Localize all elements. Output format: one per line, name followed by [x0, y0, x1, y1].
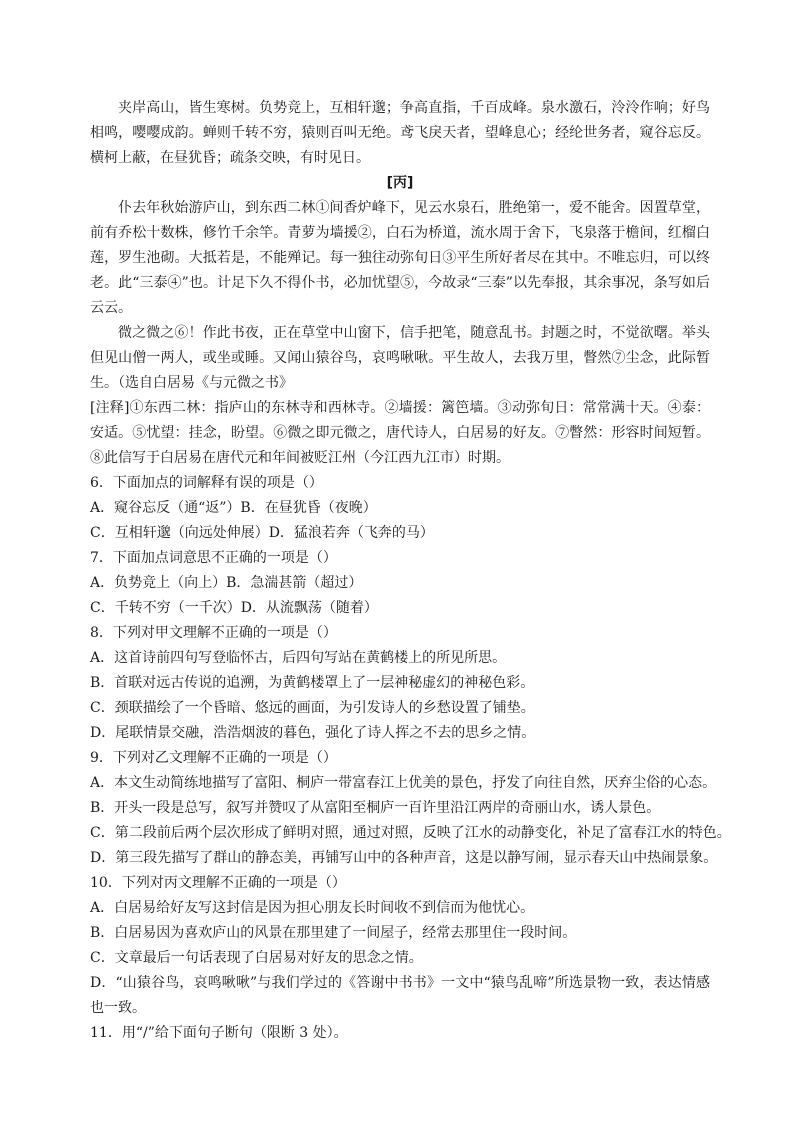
- question-stem: 8．下列对甲文理解不正确的一项是（）: [90, 625, 337, 641]
- question-option-a: A．本文生动简练地描写了富阳、桐庐一带富春江上优美的景色，抒发了向往自然，厌弃尘俗的心态。: [90, 775, 717, 791]
- question-option-c: C．文章最后一句话表现了白居易对好友的思念之情。: [90, 950, 423, 966]
- question-option-a: A．这首诗前四句写登临怀古，后四句写站在黄鹤楼上的所见所思。: [90, 650, 507, 666]
- question-option-b: B．开头一段是总写，叙写并赞叹了从富阳至桐庐一百许里沿江两岸的奇丽山水，诱人景色。: [90, 800, 661, 816]
- question-8: [90, 621, 710, 746]
- question-stem: 9．下列对乙文理解不正确的一项是（）: [90, 750, 337, 766]
- question-7: [90, 546, 710, 621]
- annotations: [注释]①东西二林：指庐山的东林寺和西林寺。②墙援：篱笆墙。③动弥旬日：常常满十天。④泰：安适。⑤忧望：挂念，盼望。⑥微之即元微之，唐代诗人，白居易的好友。⑦瞥然：形容时间短暂。⑧此信写于白居易在唐代元和年间被贬江州（今江西九江市）时期。: [90, 400, 710, 466]
- question-option-d: D．第三段先描写了群山的静态美，再铺写山中的各种声音，这是以静写闹，显示春天山中热闹景象。: [90, 850, 718, 866]
- passage-yi-tail: 夹岸高山，皆生寒树。负势竞上，互相轩邈；争高直指，千百成峰。泉水激石，泠泠作响；好鸟相鸣，嘤嘤成韵。蝉则千转不穷，猿则百叫无绝。鸢飞戾天者，望峰息心；经纶世务者，窥谷忘反。横柯上蔽，在昼犹昏；疏条交映，有时见日。: [90, 100, 710, 166]
- question-stem: 11．用“/”给下面句子断句（限断 3 处）。: [90, 1025, 348, 1041]
- question-options-ab: A．负势竞上（向上）B．急湍甚箭（超过）: [90, 575, 363, 591]
- question-stem: 6．下面加点的词解释有误的项是（）: [90, 475, 323, 491]
- passage-bing-para-1: 仆去年秋始游庐山，到东西二林①间香炉峰下，见云水泉石，胜绝第一，爱不能舍。因置草堂，前有乔松十数株，修竹千余竿。青萝为墙援②，白石为桥道，流水周于舍下，飞泉落于檐间，红榴白莲，罗生池砌。大抵若是，不能殚记。每一独往动弥旬日③平生所好者尽在其中。不唯忘归，可以终老。此“三泰④”也。计足下久不得仆书，必加忧望⑤，今故录“三泰”以先奉报，其余事况，条写如后云云。: [90, 200, 710, 316]
- passage-bing-heading: [丙]: [386, 175, 414, 191]
- question-option-d: D．“山猿谷鸟，哀鸣啾啾”与我们学过的《答谢中书书》一文中“猿鸟乱啼”所选景物一致，表达情感也一致。: [90, 975, 710, 1016]
- question-options-cd: C．互相轩邈（向远处伸展）D．猛浪若奔（飞奔的马）: [90, 525, 434, 541]
- question-option-d: D．尾联情景交融，浩浩烟波的暮色，强化了诗人挥之不去的思乡之情。: [90, 725, 536, 741]
- question-option-c: C．第二段前后两个层次形成了鲜明对照，通过对照，反映了江水的动静变化，补足了富春江水的特色。: [90, 825, 731, 841]
- question-options-ab: A．窥谷忘反（通“返”）B．在昼犹昏（夜晚）: [90, 500, 377, 516]
- question-option-a: A．白居易给好友写这封信是因为担心朋友长时间收不到信而为他忧心。: [90, 900, 535, 916]
- question-options-cd: C．千转不穷（一千次）D．从流飘荡（随着）: [90, 600, 378, 616]
- passage-bing-para-2: 微之微之⑥！作此书夜，正在草堂中山窗下，信手把笔，随意乱书。封题之时，不觉欲曙。举头但见山僧一两人，或坐或睡。又闻山猿谷鸟，哀鸣啾啾。平生故人，去我万里，瞥然⑦尘念，此际暂生。（选自白居易《与元微之书》: [90, 325, 710, 391]
- question-9: [90, 746, 731, 871]
- question-stem: 10．下列对丙文理解不正确的一项是（）: [90, 875, 346, 891]
- question-option-c: C．颈联描绘了一个昏暗、悠远的画面，为引发诗人的乡愁设置了铺垫。: [90, 700, 535, 716]
- question-option-b: B．首联对远古传说的追溯，为黄鹤楼罩上了一层神秘虚幻的神秘色彩。: [90, 675, 535, 691]
- question-11: [90, 1021, 710, 1046]
- question-option-b: B．白居易因为喜欢庐山的风景在那里建了一间屋子，经常去那里住一段时间。: [90, 925, 577, 941]
- question-10: [90, 871, 710, 1021]
- question-6: [90, 471, 710, 546]
- question-stem: 7．下面加点词意思不正确的一项是（）: [90, 550, 337, 566]
- page-body: [90, 96, 731, 1046]
